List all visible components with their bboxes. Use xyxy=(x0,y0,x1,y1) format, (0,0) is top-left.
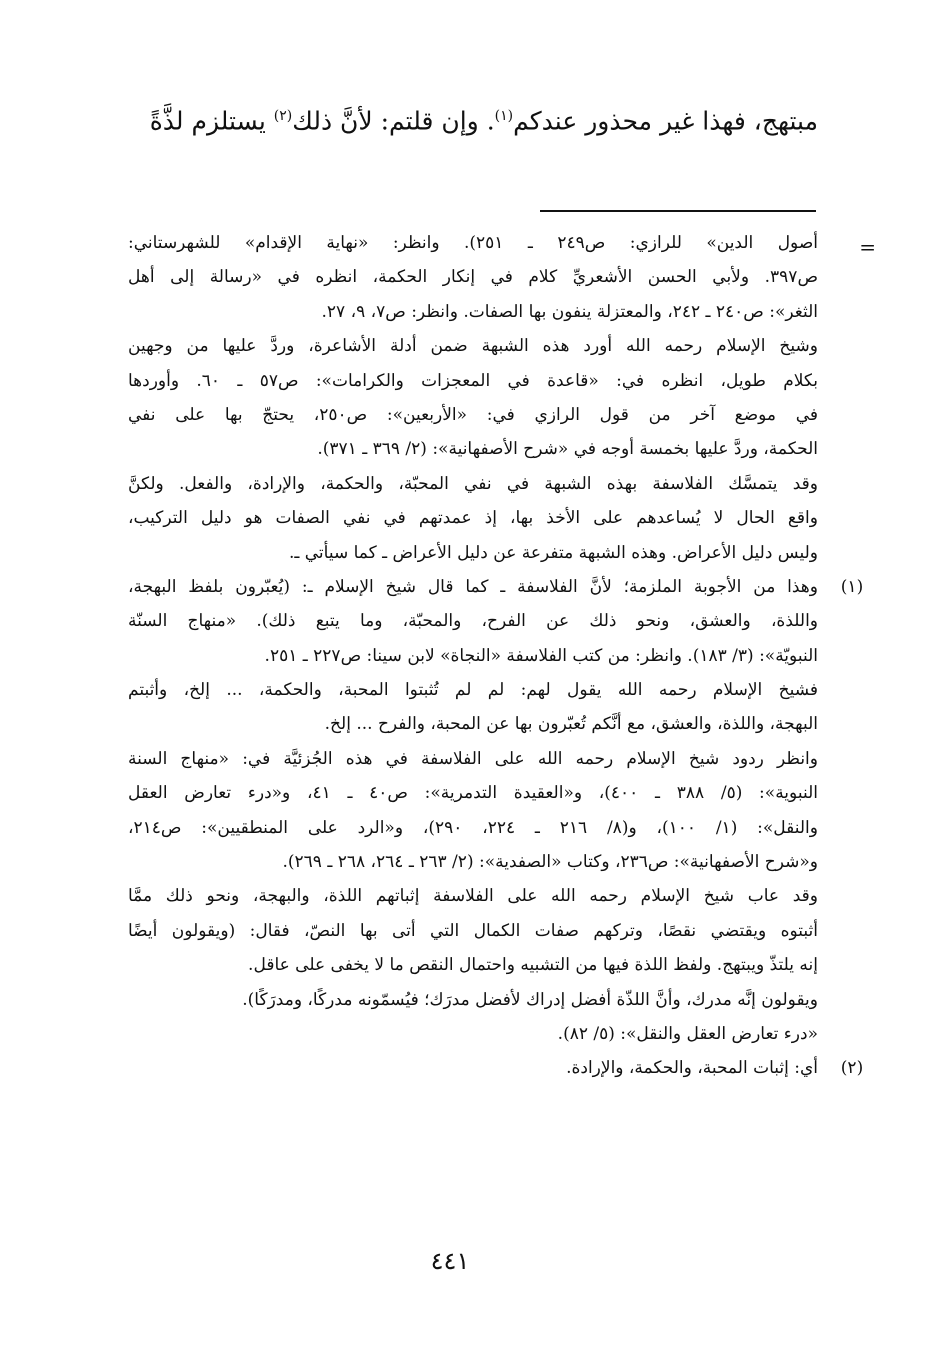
footnote-1 xyxy=(128,570,864,1051)
footnote-line: أصول الدين» للرازي: ص٢٤٩ ـ ٢٥١). وانظر: «نهاية الإقدام» للشهرستاني: xyxy=(128,233,818,253)
footnote-line: وشيخ الإسلام رحمه الله أورد هذه الشبهة ضمن أدلة الأشاعرة، وردَّ عليها من وجهين xyxy=(128,336,818,357)
footnote-line: واقع الحال لا يُساعدهم على الأخذ بها، إذ عمدتهم في نفي الصفات هو دليل التركيب، xyxy=(128,508,818,529)
main-text-part: يستلزم لذَّةً xyxy=(149,106,274,136)
footnote-line: والنقل»: (١/ ١٠٠)، و(٨/ ٢١٦ ـ ٢٢٤، ٢٩٠)، و«الرد على المنطقيين»: ص٢١٤، xyxy=(128,817,818,838)
footnote-line: ويقولون إنَّه مدرك، وأنَّ اللذّة أفضل إدراك لأفضل مدرَك؛ فيُسمّونه مدركًا، ومدرَكًا). xyxy=(242,989,818,1010)
main-text-part: مبتهج، فهذا غير محذور عندكم xyxy=(513,106,818,136)
footnote-line: الثغر»: ص٢٤٠ ـ ٢٤٢، والمعتزلة ينفون بها الصفات. وانظر: ص٧، ٩، ٢٧. xyxy=(321,301,818,322)
footnote-line: وانظر ردود شيخ الإسلام رحمه الله على الفلاسفة في هذه الجُزئيَّة في: «منهاج السنة xyxy=(128,748,818,769)
footnote-line: أي: إثبات المحبة، والحكمة، والإرادة. xyxy=(566,1058,818,1079)
main-text-line xyxy=(98,96,818,141)
footnote-2 xyxy=(128,1051,864,1085)
footnote-line: وقد يتمسَّك الفلاسفة بهذه الشبهة في نفي المحبّة، والحكمة، والإرادة، والفعل. ولكنَّ xyxy=(128,473,818,494)
footnote-line: وليس دليل الأعراض. وهذه الشبهة متفرعة عن دليل الأعراض ـ كما سيأتي ـ. xyxy=(288,542,818,563)
footnotes xyxy=(128,226,876,1086)
footnote-separator xyxy=(540,210,816,212)
footnote-line: و«شرح الأصفهانية»: ص٢٣٦، وكتاب «الصفدية»: (٢/ ٢٦٣ ـ ٢٦٤، ٢٦٨ ـ ٢٦٩). xyxy=(282,852,818,873)
main-text-part: . وإن قلتم: لأنَّ ذلك xyxy=(292,106,495,136)
footnote-line: فشيخ الإسلام رحمه الله يقول لهم: لم لم تُثبتوا المحبة، والحكمة، ... إلخ، وأثبتم xyxy=(128,680,818,701)
footnote-line: ص٣٩٧. ولأبي الحسن الأشعريِّ كلام في إنكار الحكمة، انظره في «رسالة إلى أهل xyxy=(128,267,818,288)
footnote-2-marker: (٢) xyxy=(840,1058,864,1079)
footnote-line: بكلام طويل، انظره في: «قاعدة في المعجزات والكرامات»: ص٥٧ ـ ٦٠. وأوردها xyxy=(128,370,818,391)
footnote-ref-2[interactable]: (٢) xyxy=(273,108,293,124)
footnote-1-marker: (١) xyxy=(840,576,864,597)
footnote-line: وقد عاب شيخ الإسلام رحمه الله على الفلاسفة إثباتهم اللذة، والبهجة، ونحو ذلك ممَّا xyxy=(128,886,818,907)
footnote-line: النبويّة»: (٣/ ١٨٣). وانظر: من كتب الفلاسفة «النجاة» لابن سينا: ص٢٢٧ ـ ٢٥١. xyxy=(264,645,818,666)
footnote-line: واللذة، والعشق، ونحو ذلك عن الفرح، والمحبّة، وما يتبع ذلك). «منهاج السنّة xyxy=(128,611,818,632)
footnote-line: أثبتوه ويقتضي نقصًا، وتركهم صفات الكمال التي أتى بها النصّ، فقال: (ويقولون أيضًا xyxy=(128,920,818,941)
footnote-continuation xyxy=(128,226,876,570)
footnote-line: «درء تعارض العقل والنقل»: (٥/ ٨٢). xyxy=(557,1023,818,1044)
footnote-line: الحكمة، وردَّ عليها بخمسة أوجه في «شرح الأصفهانية»: (٢/ ٣٦٩ ـ ٣٧١). xyxy=(317,439,818,460)
footnote-line: النبوية»: (٥/ ٣٨٨ ـ ٤٠٠)، و«العقيدة التدمرية»: ص٤٠ ـ ٤١، و«درء تعارض العقل xyxy=(128,783,818,804)
footnote-line: البهجة، واللذة، والعشق، مع أنَّكم تُعبّرون بها عن المحبة، والفرح ... إلخ. xyxy=(324,714,818,735)
footnote-line: وهذا من الأجوبة الملزمة؛ لأنَّ الفلاسفة ـ كما قال شيخ الإسلام ـ: (يُعبّرون بلفظ البهجة، xyxy=(128,576,818,597)
footnote-line: إنه يلتذّ ويبتهج. ولفظ اللذة فيها من التشبيه واحتمال النقص ما لا يخفى على عاقل. xyxy=(248,955,818,976)
footnote-line: في موضع آخر من قول الرازي في: «الأربعين»: ص٢٥٠، يحتجّ بها على نفي xyxy=(128,404,818,425)
footnote-ref-1[interactable]: (١) xyxy=(494,108,514,124)
continuation-marker: = xyxy=(859,235,876,259)
page-number: ٤٤١ xyxy=(430,1247,470,1275)
